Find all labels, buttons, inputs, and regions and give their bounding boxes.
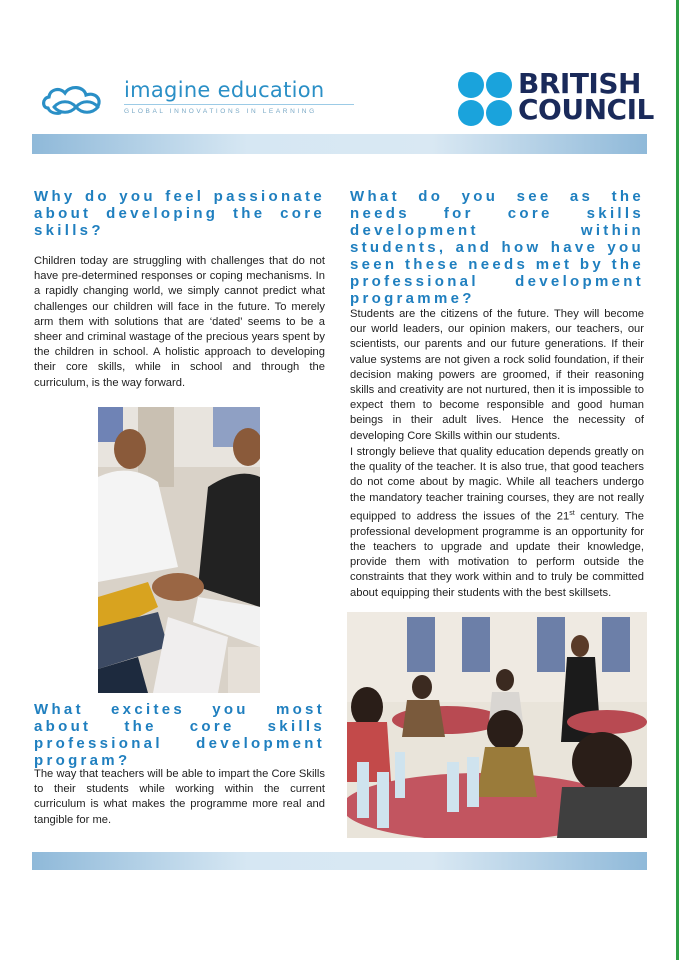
- british-council-line1: BRITISH: [518, 67, 641, 100]
- paragraph-passion: Children today are struggling with challenges that do not have pre-determined responses or coping mechanisms. In a rapidly changing world, we simply cannot predict what challenges our children will face in the future. To merely arm them with solutions that are ‘dated’ seems to be a sheer and criminal wastage of the precious years spent by the children in school. A holistic approach to developing their core skills, while in school and through the curriculum, is the way forward.: [34, 255, 325, 389]
- paragraph-teacher-quality: [350, 445, 644, 601]
- paragraph-teacher-quality-part2: century. The professional development programme is an opportunity for the teachers to upgrade and update their knowledge, provide them with motivation to perform outside the constraints that they work within and to truly be committed about equipping their students with the best skillsets.: [350, 510, 644, 599]
- british-council-wordmark: [518, 67, 654, 126]
- heading-excites: What excites you most about the core skills professional development program?: [34, 701, 325, 769]
- photo-workshop-session: [347, 612, 647, 838]
- british-council-line2: COUNCIL: [518, 93, 654, 126]
- british-council-logo: [456, 67, 656, 130]
- paragraph-excites: The way that teachers will be able to impart the Core Skills to their students while working within the current curriculum is what makes the programme more real and tangible for me.: [34, 768, 325, 826]
- header-divider-band: [32, 134, 647, 154]
- british-council-dots-icon: [456, 70, 514, 128]
- cloud-infinity-icon: [40, 80, 116, 120]
- paragraph-teacher-quality-part1: I strongly believe that quality education depends greatly on the quality of the teacher. It is also true, that good teachers do not come about by magic. While all teachers undergo the mandatory teacher training courses, they are not really equipped to address the issues of the 21: [350, 446, 644, 523]
- logo-divider: [124, 104, 354, 105]
- ordinal-suffix: st: [569, 509, 575, 517]
- heading-passion: Why do you feel passionate about developing the core skills?: [34, 188, 325, 239]
- imagine-education-tagline: GLOBAL INNOVATIONS IN LEARNING: [124, 108, 317, 115]
- imagine-education-logo: [40, 78, 330, 122]
- paragraph-citizens: Students are the citizens of the future. They will become our world leaders, our opinion makers, our teachers, our scientists, our parents and our future generations. If their value systems are not given a rock solid foundation, if their decision making powers are groomed, if their reasoning skills and creativity are not nurtured, then it is impossible to expect them to become responsible and good human beings in their adult lives. Hence the necessity of developing Core Skills within our students.: [350, 308, 644, 442]
- photo-hands-together: [98, 407, 260, 693]
- footer-divider-band: [32, 852, 647, 870]
- heading-needs: What do you see as the needs for core skills development within students, and how have you seen these needs met by the professional development programme?: [350, 188, 644, 307]
- imagine-education-title: imagine education: [124, 78, 325, 102]
